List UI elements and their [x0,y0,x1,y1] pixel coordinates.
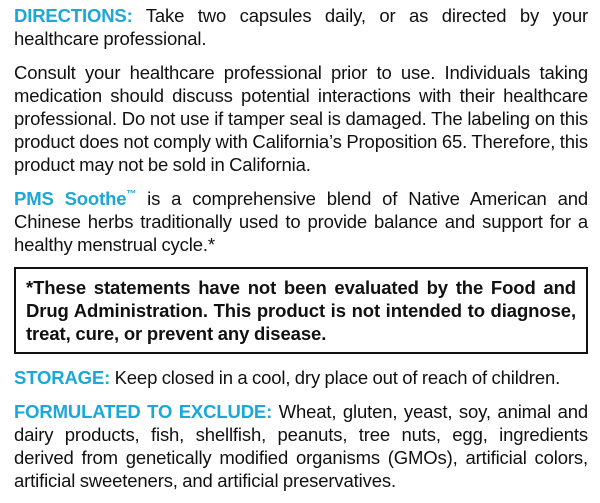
directions-label: DIRECTIONS: [14,5,133,26]
exclusions-paragraph [14,400,588,492]
trademark-symbol: ™ [126,189,137,200]
supplement-label-text [14,4,588,503]
description-paragraph [14,187,588,256]
exclusions-text: Wheat, gluten, yeast, soy, animal and dairy products, fish, shellfish, peanuts, tree nuts, egg, ingredients derived from genetically modified organisms (GMOs), artificial colors, artificial sweeteners, and artificial preservatives. [14,401,588,491]
exclusions-label: FORMULATED TO EXCLUDE: [14,401,273,422]
directions-paragraph [14,4,588,50]
directions-text: Take two capsules daily, or as directed by your healthcare professional. [14,5,588,49]
product-name: PMS Soothe [14,188,127,209]
storage-text: Keep closed in a cool, dry place out of reach of children. [110,367,561,388]
storage-paragraph [14,366,588,389]
description-text: is a comprehensive blend of Native American and Chinese herbs traditionally used to provide balance and support for a healthy menstrual cycle.* [14,188,588,255]
storage-label: STORAGE: [14,367,111,388]
warning-paragraph: Consult your healthcare professional prior to use. Individuals taking medication should discuss potential interactions with their healthcare professional. Do not use if tamper seal is damaged. The labeling on this product does not comply with California’s Proposition 65. Therefore, this product may not be sold in California. [14,62,588,175]
fda-disclaimer-box: *These statements have not been evaluated by the Food and Drug Administration. This product is not intended to diagnose, treat, cure, or prevent any disease. [14,267,588,354]
